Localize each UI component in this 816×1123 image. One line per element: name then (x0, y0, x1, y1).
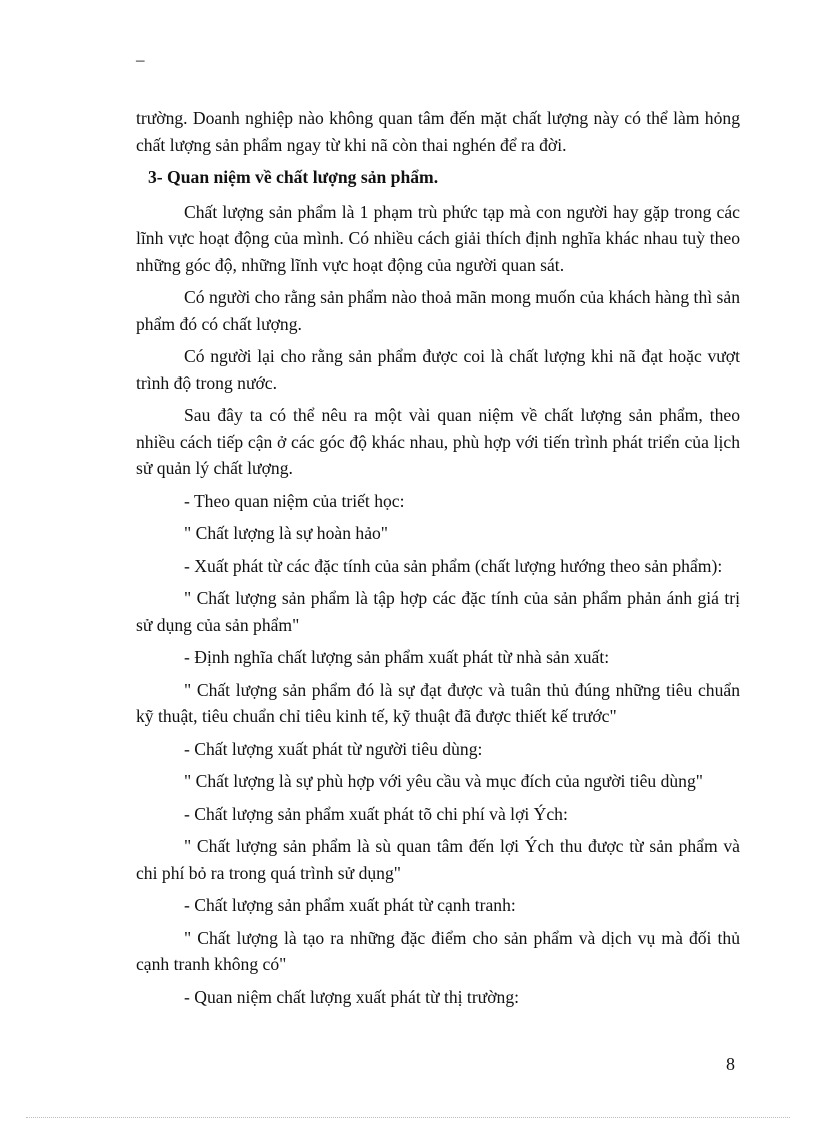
paragraph: Chất lượng sản phẩm là 1 phạm trù phức tạp mà con người hay gặp trong các lĩnh vực hoạt động của mình. Có nhiều cách giải thích định nghĩa khác nhau tuỳ theo những góc độ, những lĩnh vực hoạt động của người quan sát. (136, 201, 740, 275)
quote: " Chất lượng sản phẩm đó là sự đạt được và tuân thủ đúng những tiêu chuẩn kỹ thuật, tiêu chuẩn chỉ tiêu kinh tế, kỹ thuật đã được thiết kế trước" (136, 679, 740, 726)
list-item: - Xuất phát từ các đặc tính của sản phẩm (chất lượng hướng theo sản phẩm): (184, 555, 723, 576)
quote: " Chất lượng sản phẩm là tập hợp các đặc tính của sản phẩm phản ánh giá trị sử dụng của sản phẩm" (136, 588, 740, 635)
page-number: 8 (726, 1054, 735, 1074)
paragraph: Sau đây ta có thể nêu ra một vài quan niệm về chất lượng sản phẩm, theo nhiều cách tiếp cận ở các góc độ khác nhau, phù hợp với tiến trình phát triển của lịch sử quản lý chất lượng. (136, 405, 740, 478)
footer-divider (26, 1117, 790, 1118)
list-item: - Chất lượng sản phẩm xuất phát từ cạnh tranh: (184, 895, 516, 915)
quote: " Chất lượng là tạo ra những đặc điểm cho sản phẩm và dịch vụ mà đối thủ cạnh tranh không có" (136, 927, 740, 974)
paragraph: Có người cho rằng sản phẩm nào thoả mãn mong muốn của khách hàng thì sản phẩm đó có chất lượng. (136, 287, 740, 334)
document-body (136, 105, 740, 1016)
header-mark: – (136, 50, 145, 69)
paragraph-continuation: trường. Doanh nghiệp nào không quan tâm đến mặt chất lượng này có thể làm hỏng chất lượng sản phẩm ngay từ khi nã còn thai nghén để ra đời. (136, 108, 740, 155)
section-heading: 3- Quan niệm về chất lượng sản phẩm. (148, 167, 439, 187)
quote: " Chất lượng là sự phù hợp với yêu cầu và mục đích của người tiêu dùng" (184, 771, 703, 791)
list-item: - Theo quan niệm của triết học: (184, 490, 405, 511)
quote: " Chất lượng là sự hoàn hảo" (184, 523, 388, 543)
paragraph: Có người lại cho rằng sản phẩm được coi là chất lượng khi nã đạt hoặc vượt trình độ trong nước. (136, 346, 740, 393)
list-item: - Định nghĩa chất lượng sản phẩm xuất phát từ nhà sản xuất: (184, 647, 610, 667)
quote: " Chất lượng sản phẩm là sù quan tâm đến lợi Ých thu được từ sản phẩm và chi phí bỏ ra trong quá trình sử dụng" (136, 836, 740, 883)
list-item: - Quan niệm chất lượng xuất phát từ thị trường: (184, 986, 520, 1007)
list-item: - Chất lượng sản phẩm xuất phát tõ chi phí và lợi Ých: (184, 803, 568, 824)
list-item: - Chất lượng xuất phát từ người tiêu dùng: (184, 738, 483, 759)
